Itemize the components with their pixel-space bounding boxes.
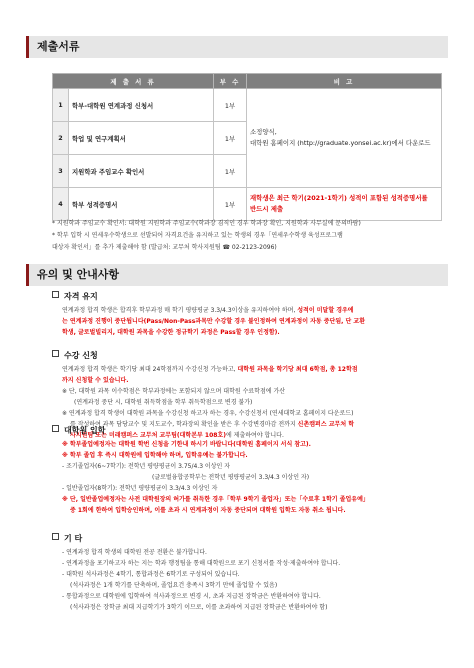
row-number: 4: [53, 188, 69, 221]
graduate-admission-heading: 대학원 입학: [52, 425, 105, 437]
row-copies: 1부: [214, 188, 247, 221]
header-copies: 부 수: [214, 74, 247, 89]
submit-note-1: * 지원학과 주임교수 확인서: 대학원 지원학과 주임교수(학과장 겸직인 경우 학과장 확인, 지원학과 사무실에 문의바람): [52, 220, 361, 227]
guide-section-title: 유의 및 안내사항: [26, 264, 448, 286]
row-document-name: 지원학과 주임교수 확인서: [69, 155, 214, 188]
table-header-row: [53, 74, 442, 89]
submit-documents-table: [52, 73, 442, 221]
graduate-admission-text: ※ 학부졸업예정자는 대학원 학번 신청을 기한내 하시기 바랍니다(대학원 홈페이지 서식 참고). ※ 학부 졸업 후 즉시 대학원에 입학해야 하며, 입학유예는 불가합니다. - 조기졸업자(6~7학기): 전학년 평량평균이 3.75/4.3 이상인 자 (글로벌융합공학부는 전학년 평량평균이 3.3/4.3 이상인 자) - 일반졸업자(8학기): 전학년 평량평균이 3.3/4.3 이상인 자 ※ 단, 일반졸업예정자는 사전 대학원장의 허가를 취득한 경우「학부 9학기 졸업자」또는「수료후 1학기 졸업유예」 중 1회에 한하여 입학승인하며, 이를 초과 시 연계과정이 자동 중단되며 대학원 입학도 자동 취소 됩니다.: [62, 441, 369, 514]
row-remark-warning: 재학생은 최근 학기(2021-1학기) 성적이 포함된 성적증명서를 반드시 제출: [247, 188, 442, 221]
qualification-text: 연계과정 합격 학생은 합격후 학부과정 매 학기 평량평균 3.3/4.3이상을 유지하여야 하며, 성적이 미달할 경우에 는 연계과정 진행이 중단됩니다(Pass/Non-Pass과목만 수강할 경우 불인정하여 연계과정이 자동 중단됨, 단 교환 학생, 글로벌빌리지, 대학원 과목을 수강한 정규학기 과정은 Pass할 경우 인정함).: [62, 307, 365, 336]
row-copies: 1부: [214, 155, 247, 188]
row-number: 2: [53, 122, 69, 155]
etc-text: - 연계과정 합격 학생의 대학원 전공 전환은 불가합니다. - 연계과정을 포기하고자 하는 지는 학과 행정팀을 통해 대학원으로 포기 신청서를 작성·제출하여야 합니다. - 대학원 석사과정은 4학기, 통합과정은 6학기로 구성되어 있습니다. (석사과정은 1개 학기를 단축하며, 졸업요건 충족시 3학기 만에 졸업할 수 있음) - 통합과정으로 대학원에 입학하여 석사과정으로 변경 시, 초과 지급된 장학금은 반환하여야 합니다. (석사과정은 장학금 최대 지급학기가 3학기 이므로, 이를 초과하여 지급된 장학금은 반환하여야 함): [62, 549, 341, 611]
row-copies: 1부: [214, 122, 247, 155]
course-registration-heading: 수강 신청: [52, 350, 98, 362]
header-documents: 제 출 서 류: [53, 74, 214, 89]
checkbox-icon: [52, 291, 59, 298]
submit-section-title: 제출서류: [26, 36, 448, 58]
checkbox-icon: [52, 425, 59, 432]
course-registration-text: 연계과정 합격 학생은 학기당 최대 24학점까지 수강신청 가능하고, 대학원 과목을 학기당 최대 6학점, 총 12학점 까지 신청할 수 있습니다. ※ 단, 대학원 과목 이수학점은 학부과정에는 포함되지 않으며 대학원 수료학점에 가산 (연계과정 중단 시, 대학원 취득학점을 학부 취득학점으로 변경 불가) ※ 연계과정 합격 학생이 대학원 과목을 수강신청 하고자 하는 경우, 수강신청서 (연세대학교 홈페이지 다운로드) 를 작성하여 과목 담당교수 및 지도교수, 학과장의 확인을 받은 후 수강변경마감 전까지 신촌캠퍼스 교무처 학 사지원팀 또는 미래캠퍼스 교무처 교무팀(대학본부 108호)에 제출하여야 합니다.: [62, 366, 358, 439]
row-document-name: 학부-대학원 연계과정 신청서: [69, 89, 214, 122]
row-number: 3: [53, 155, 69, 188]
checkbox-icon: [52, 533, 59, 540]
row-copies: 1부: [214, 89, 247, 122]
qualification-heading: 자격 유지: [52, 291, 98, 303]
table-row: [53, 188, 442, 221]
row-document-name: 학부 성적증명서: [69, 188, 214, 221]
table-row: [53, 89, 442, 122]
submit-note-3: 대상자 확인서」를 추가 제출해야 함 (발급처: 교무처 학사지원팀 ☎ 02-2123-2096): [52, 244, 277, 251]
row-document-name: 학업 및 연구계획서: [69, 122, 214, 155]
row-remark: 소정양식, 대학원 홈페이지 (http://graduate.yonsei.ac.kr)에서 다운로드: [247, 89, 442, 188]
submit-note-2: * 학부 입학 시 연세우수학생으로 선발되어 자격요건을 유지하고 있는 학생의 경우「연세우수학생 육성프로그램: [52, 232, 343, 239]
etc-heading: 기 타: [52, 533, 82, 545]
header-remarks: 비 고: [247, 74, 442, 89]
checkbox-icon: [52, 350, 59, 357]
row-number: 1: [53, 89, 69, 122]
